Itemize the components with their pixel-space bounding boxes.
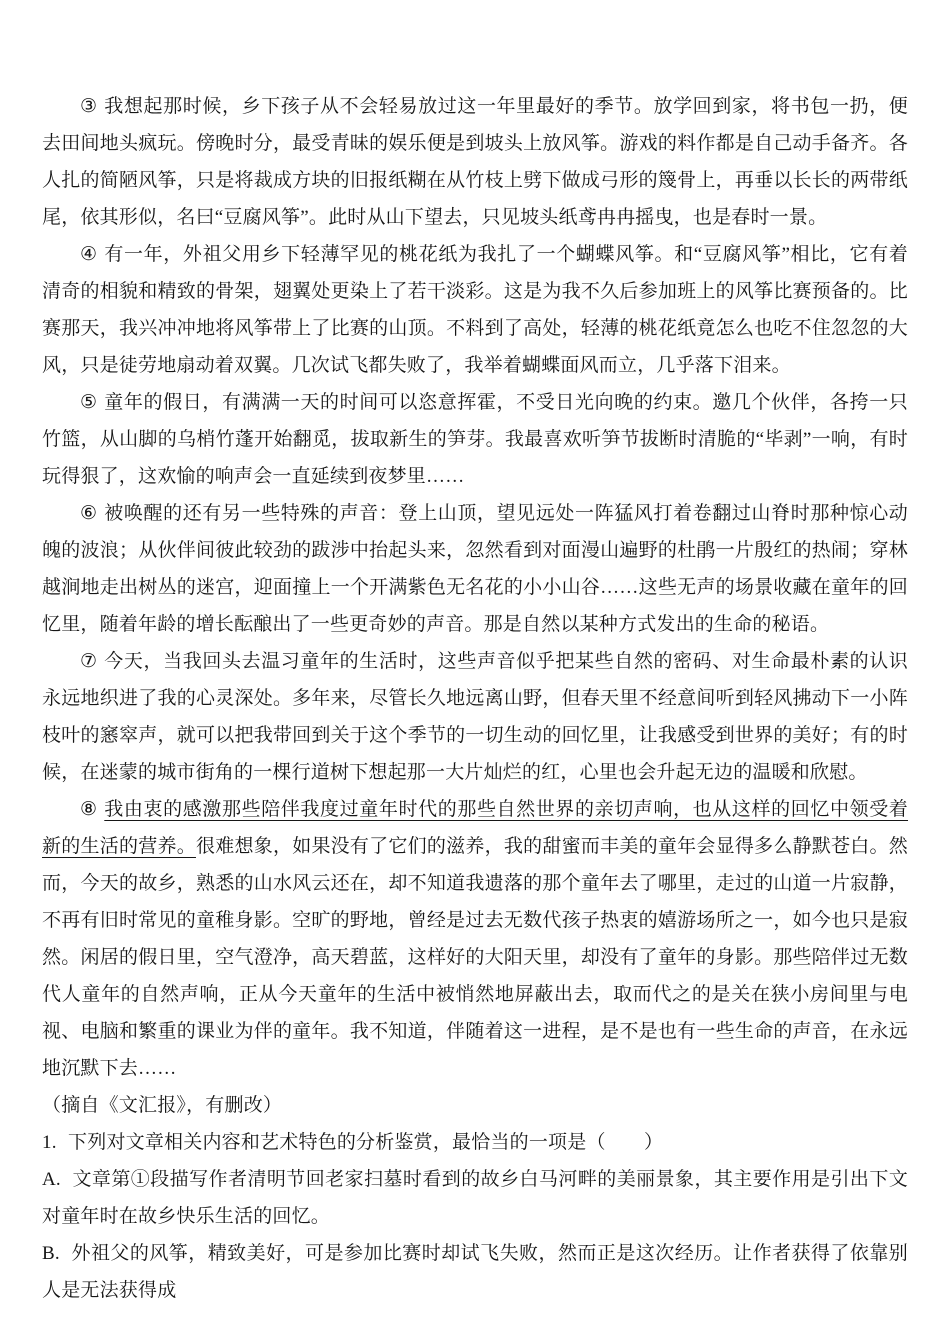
- paragraph-5: [42, 384, 908, 495]
- paragraph-7-marker: ⑦: [80, 651, 98, 672]
- source-attribution: （摘自《文汇报》，有删改）: [42, 1095, 283, 1116]
- paragraph-5-text: 童年的假日，有满满一天的时间可以恣意挥霍，不受日光向晚的约束。邀几个伙伴，各挎一只竹篮，从山脚的乌梢竹蓬开始翻觅，拔取新生的笋芽。我最喜欢听笋节拔断时清脆的“毕剥”一响，有时玩得狠了，这欢愉的响声会一直延续到夜梦里……: [42, 392, 909, 487]
- option-a-text: 文章第①段描写作者清明节回老家扫墓时看到的故乡白马河畔的美丽景象，其主要作用是引出下文对童年时在故乡快乐生活的回忆。: [42, 1169, 908, 1227]
- paragraph-6: [42, 495, 908, 643]
- option-b-label: B.: [42, 1243, 60, 1264]
- question-1-text: 下列对文章相关内容和艺术特色的分析鉴赏，最恰当的一项是（ ）: [68, 1132, 664, 1153]
- paragraph-7: [42, 643, 908, 791]
- paragraph-4: [42, 236, 908, 384]
- paragraph-5-marker: ⑤: [80, 392, 98, 413]
- option-a-label: A.: [42, 1169, 61, 1190]
- option-b-text: 外祖父的风筝，精致美好，可是参加比赛时却试飞失败，然而正是这次经历。让作者获得了依靠别人是无法获得成: [42, 1243, 908, 1301]
- paragraph-3: [42, 88, 908, 236]
- question-1: [42, 1124, 908, 1161]
- paragraph-3-marker: ③: [80, 96, 98, 117]
- paragraph-3-text: 我想起那时候，乡下孩子从不会轻易放过这一年里最好的季节。放学回到家，将书包一扔，便去田间地头疯玩。傍晚时分，最受青昧的娱乐便是到坡头上放风筝。游戏的料作都是自己动手备齐。各人扎的简陋风筝，只是将裁成方块的旧报纸糊在从竹枝上劈下做成弓形的篾骨上，再垂以长长的两带纸尾，依其形似，名曰“豆腐风筝”。此时从山下望去，只见坡头纸鸢冉冉摇曳，也是春时一景。: [42, 96, 909, 228]
- paragraph-7-text: 今天，当我回头去温习童年的生活时，这些声音似乎把某些自然的密码、对生命最朴素的认识永远地织进了我的心灵深处。多年来，尽管长久地远离山野，但春天里不经意间听到轻风拂动下一小阵枝叶的窸窣声，就可以把我带回到关于这个季节的一切生动的回忆里，让我感受到世界的美好；有的时候，在迷蒙的城市街角的一棵行道树下想起那一大片灿烂的红，心里也会升起无边的温暖和欣慰。: [42, 651, 909, 783]
- paragraph-6-text: 被唤醒的还有另一些特殊的声音：登上山顶，望见远处一阵猛风打着卷翻过山脊时那种惊心动魄的波浪；从伙伴间彼此较劲的跋涉中抬起头来，忽然看到对面漫山遍野的杜鹃一片殷红的热闹；穿林越涧地走出树丛的迷宫，迎面撞上一个开满紫色无名花的小小山谷……这些无声的场景收藏在童年的回忆里，随着年龄的增长酝酿出了一些更奇妙的声音。那是自然以某种方式发出的生命的秘语。: [42, 503, 909, 635]
- paragraph-6-marker: ⑥: [80, 503, 98, 524]
- paragraph-8-underlined-sentence: 我由衷的感激那些陪伴我度过童年时代的那些自然世界的亲切声响，也从这样的回忆中领受着新的生活的营养。: [42, 799, 909, 857]
- paragraph-4-marker: ④: [80, 244, 98, 265]
- option-a: [42, 1161, 908, 1235]
- paragraph-8-marker: ⑧: [80, 799, 98, 820]
- paragraph-4-text: 有一年，外祖父用乡下轻薄罕见的桃花纸为我扎了一个蝴蝶风筝。和“豆腐风筝”相比，它有着清奇的相貌和精致的骨架，翅翼处更染上了若干淡彩。这是为我不久后参加班上的风筝比赛预备的。比赛那天，我兴冲冲地将风筝带上了比赛的山顶。不料到了高处，轻薄的桃花纸竟怎么也吃不住忽忽的大风，只是徒劳地扇动着双翼。几次试飞都失败了，我举着蝴蝶面风而立，几乎落下泪来。: [42, 244, 908, 376]
- question-1-number: 1.: [42, 1132, 57, 1153]
- paragraph-8-text: 很难想象，如果没有了它们的滋养，我的甜蜜而丰美的童年会显得多么静默苍白。然而，今天的故乡，熟悉的山水风云还在，却不知道我遗落的那个童年去了哪里，走过的山道一片寂静，不再有旧时常见的童稚身影。空旷的野地，曾经是过去无数代孩子热衷的嬉游场所之一，如今也只是寂然。闲居的假日里，空气澄净，高天碧蓝，这样好的大阳天里，却没有了童年的身影。那些陪伴过无数代人童年的自然声响，正从今天童年的生活中被悄然地屏蔽出去，取而代之的是关在狭小房间里与电视、电脑和繁重的课业为伴的童年。我不知道，伴随着这一进程，是不是也有一些生命的声音，在永远地沉默下去……: [42, 836, 908, 1079]
- option-b: [42, 1235, 908, 1309]
- paragraph-8: [42, 791, 908, 1087]
